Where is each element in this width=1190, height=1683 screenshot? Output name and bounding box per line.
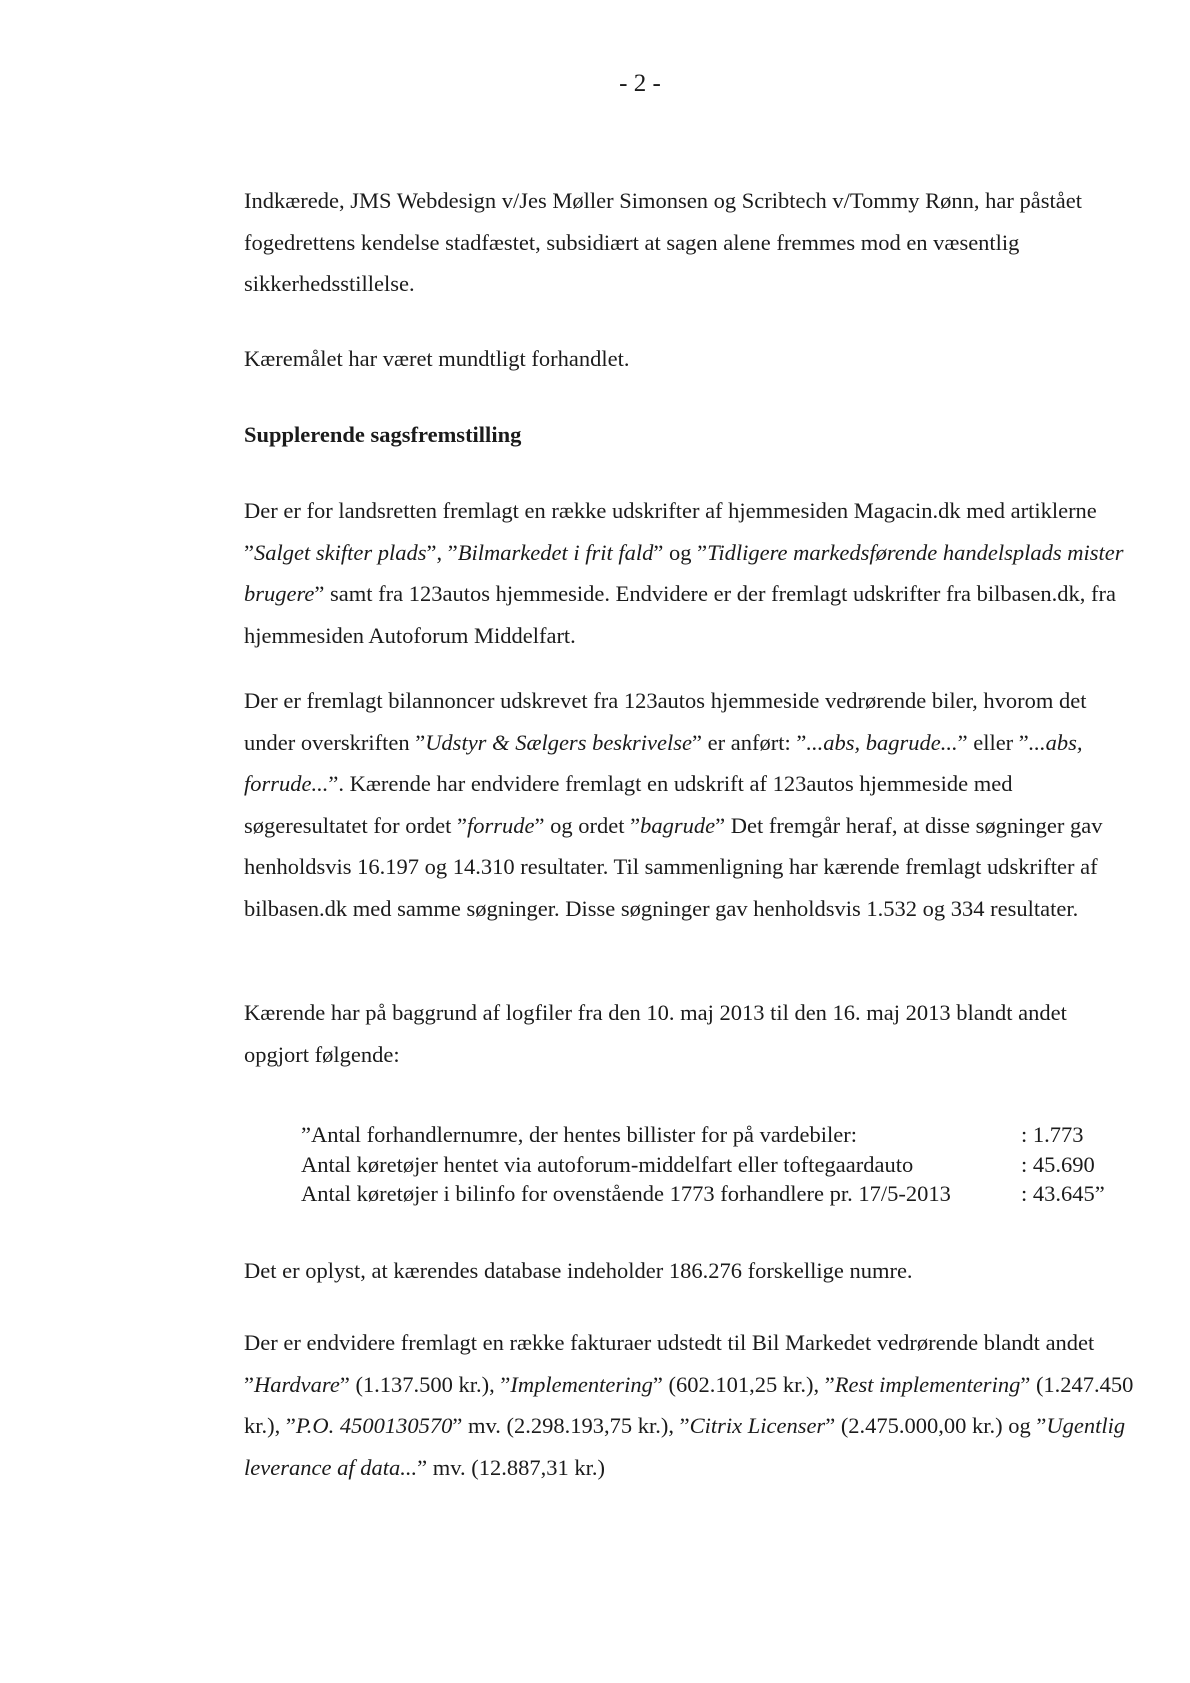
table-row-value: : 45.690 <box>1021 1151 1095 1177</box>
text-run: ” og ordet ” <box>534 812 641 838</box>
paragraph-text <box>244 1322 1134 1488</box>
paragraph-text: Det er oplyst, at kærendes database indeholder 186.276 forskellige numre. <box>244 1258 913 1283</box>
italic-run: ...abs, forrude... <box>244 729 1083 796</box>
table-row-label: Antal køretøjer i bilinfo for ovenstående 1773 forhandlere pr. 17/5-2013 <box>301 1181 951 1206</box>
paragraph-text: Indkærede, JMS Webdesign v/Jes Møller Simonsen og Scribtech v/Tommy Rønn, har påstået fogedrettens kendelse stadfæstet, subsidiært at sagen alene fremmes mod en væsentlig sikkerhedsstillelse. <box>244 188 1082 296</box>
italic-run: Salget skifter plads <box>254 539 427 565</box>
paragraph-oral-hearing <box>244 338 1134 380</box>
italic-run: bagrude <box>640 812 716 838</box>
text-run: ” (2.475.000,00 kr.) og ” <box>825 1413 1047 1438</box>
text-run: ” eller ” <box>957 729 1029 755</box>
paragraph-text: Kæremålet har været mundtligt forhandlet. <box>244 346 630 371</box>
paragraph-logfiles <box>244 992 1134 1075</box>
text-run: ” mv. (2.298.193,75 kr.), ” <box>452 1413 690 1438</box>
heading-text: Supplerende sagsfremstilling <box>244 422 522 447</box>
paragraph-database <box>244 1250 1134 1292</box>
italic-run: Hardvare <box>254 1371 340 1397</box>
table-row-value: : 1.773 <box>1021 1122 1084 1147</box>
paragraph-printouts <box>244 490 1134 656</box>
text-run: ” (1.137.500 kr.), ” <box>339 1371 511 1397</box>
paragraph-car-ads <box>244 680 1134 929</box>
italic-run: ...abs, bagrude... <box>806 729 958 755</box>
italic-run: Rest implementering <box>834 1371 1021 1397</box>
text-run: ” mv. (12.887,31 kr.) <box>417 1454 605 1480</box>
table-row <box>301 1150 1121 1180</box>
text-run: ” (1.247.450 kr.), ” <box>244 1371 1134 1438</box>
italic-run: Bilmarkedet i frit fald <box>457 539 654 565</box>
text-run: Der er for landsretten fremlagt en række udskrifter af hjemmesiden Magacin.dk med artiklerne ” <box>244 498 1097 565</box>
text-run: Der er fremlagt bilannoncer udskrevet fra 123autos hjemmeside vedrørende biler, hvorom det under overskriften ” <box>244 688 1087 755</box>
italic-run: Tidligere markedsførende handelsplads mister brugere <box>244 539 1124 606</box>
paragraph-invoices <box>244 1322 1134 1488</box>
table-row <box>301 1179 1121 1209</box>
figures-table <box>301 1120 1121 1209</box>
paragraph-text: Kærende har på baggrund af logfiler fra den 10. maj 2013 til den 16. maj 2013 blandt andet opgjort følgende: <box>244 1000 1067 1067</box>
paragraph-text <box>244 490 1134 656</box>
page-number: - 2 - <box>619 70 661 97</box>
text-run: Der er endvidere fremlagt en række fakturaer udstedt til Bil Markedet vedrørende blandt andet ” <box>244 1330 1095 1397</box>
italic-run: Citrix Licenser <box>689 1413 826 1438</box>
table-row <box>301 1120 1121 1150</box>
text-run: ” er anført: ” <box>692 729 807 755</box>
table-row-label: Antal køretøjer hentet via autoforum-middelfart eller toftegaardauto <box>301 1151 914 1177</box>
italic-run: Ugentlig leverance af data... <box>244 1413 1126 1480</box>
section-heading <box>244 414 1134 456</box>
italic-run: Udstyr & Sælgers beskrivelse <box>425 729 693 755</box>
table-row-label: ”Antal forhandlernumre, der hentes billister for på vardebiler: <box>301 1122 858 1147</box>
text-run: ” Det fremgår heraf, at disse søgninger gav henholdsvis 16.197 og 14.310 resultater. Til sammenligning har kærende fremlagt udskrifter af bilbasen.dk med samme søgninger. Disse søgninger gav henholdsvis 1.532 og 334 resultater. <box>244 812 1103 921</box>
italic-run: forrude <box>467 812 535 838</box>
text-run: ”, ” <box>426 539 458 565</box>
table-row-value: : 43.645” <box>1021 1181 1105 1206</box>
text-run: ” (602.101,25 kr.), ” <box>652 1371 835 1397</box>
italic-run: Implementering <box>510 1371 653 1397</box>
italic-run: P.O. 4500130570 <box>295 1413 453 1438</box>
text-run: ”. Kærende har endvidere fremlagt en udskrift af 123autos hjemmeside med søgeresultatet for ordet ” <box>244 771 1013 838</box>
paragraph-text <box>244 680 1134 929</box>
text-run: ” og ” <box>653 539 708 565</box>
paragraph-respondents-claim <box>244 180 1134 305</box>
text-run: ” samt fra 123autos hjemmeside. Endvidere er der fremlagt udskrifter fra bilbasen.dk, fra hjemmesiden Autoforum Middelfart. <box>244 581 1116 648</box>
